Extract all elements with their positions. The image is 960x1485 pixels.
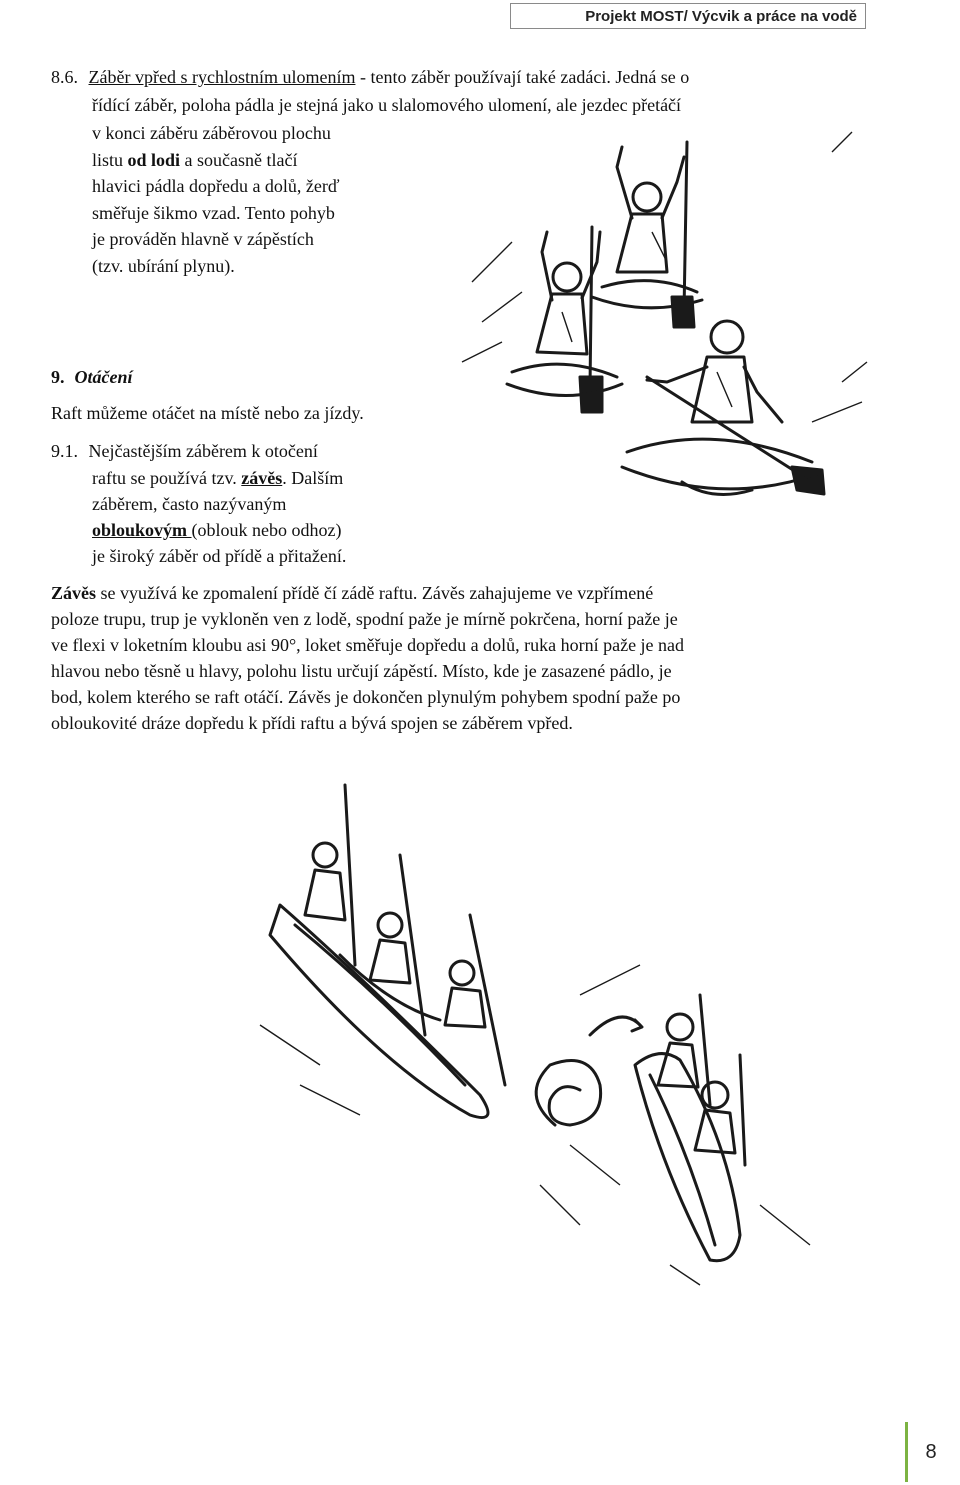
page-number: [905, 1422, 957, 1482]
paragraph-line-5: bod, kolem kterého se raft otáčí. Závěs je dokončen plynulým pohybem spodní paže po: [51, 687, 681, 707]
raft-turning-sketch: [240, 765, 852, 1295]
running-header: Projekt MOST/ Výcvik a práce na vodě: [510, 3, 866, 29]
section-text: - tento záběr používají také zadáci. Jedná se o: [355, 67, 690, 87]
section-9-heading: [51, 364, 133, 390]
section-8-6-line-3: v konci záběru záběrovou plochu: [92, 123, 331, 143]
section-9-1-line-2: [92, 465, 343, 491]
text-part: a současně tlačí: [180, 150, 298, 170]
section-term: Záběr vpřed s rychlostním ulomením: [88, 67, 356, 87]
paragraph-line-3: ve flexi v loketním kloubu asi 90°, loket směřuje dopředu a dolů, ruka horní paže je nad: [51, 635, 685, 655]
section-9-1-line-1: [51, 438, 318, 464]
text-part: . Dalším: [282, 468, 344, 488]
bold-term: závěs: [241, 468, 283, 488]
section-8-6-line-8: (tzv. ubírání plynu).: [92, 256, 235, 276]
section-9-1-line-5: je široký záběr od přídě a přitažení.: [92, 546, 347, 566]
section-8-6-line-6: směřuje šikmo vzad. Tento pohyb: [92, 203, 335, 223]
text-part: se využívá ke zpomalení přídě čí zádě raftu. Závěs zahajujeme ve vzpřímené: [96, 583, 654, 603]
section-9-intro: Raft můžeme otáčet na místě nebo za jízdy.: [51, 403, 364, 423]
section-number: 8.6.: [51, 67, 78, 87]
bold-term: obloukovým: [92, 520, 192, 540]
section-8-6-line-7: je prováděn hlavně v zápěstích: [92, 229, 314, 249]
section-8-6-line-4: [92, 147, 298, 173]
text-part: listu: [92, 150, 128, 170]
section-number: 9.: [51, 367, 65, 387]
bold-term: Závěs: [51, 583, 96, 603]
paragraph-line-4: hlavou nebo těsně u hlavy, polohu listu určují zápěstí. Místo, kde je zasazené pádlo, je: [51, 661, 672, 681]
section-9-1-line-4: [92, 517, 342, 543]
section-number: 9.1.: [51, 441, 78, 461]
paragraph-line-1: [51, 580, 862, 606]
section-title: Otáčení: [74, 367, 133, 387]
paddling-sketch-figures: [452, 122, 872, 530]
text-part: raftu se používá tzv.: [92, 468, 242, 488]
section-8-6-line-1: [51, 64, 689, 90]
section-8-6-line-2: řídící záběr, poloha pádla je stejná jako u slalomového ulomení, ale jezdec přetáčí: [92, 95, 682, 115]
page-number-accent-bar: [905, 1422, 908, 1482]
text-part: Nejčastějším záběrem k otočení: [88, 441, 318, 461]
page-number-text: 8: [925, 1440, 937, 1463]
section-9-1-line-3: záběrem, často nazývaným: [92, 494, 287, 514]
bold-term: od lodi: [127, 150, 181, 170]
section-8-6-line-5: hlavici pádla dopředu a dolů, žerď: [92, 176, 340, 196]
text-part: (oblouk nebo odhoz): [191, 520, 342, 540]
paragraph-line-6: obloukovité dráze dopředu k přídi raftu a bývá spojen se záběrem vpřed.: [51, 713, 573, 733]
paragraph-line-2: poloze trupu, trup je vykloněn ven z lodě, spodní paže je mírně pokrčena, horní paže je: [51, 609, 678, 629]
